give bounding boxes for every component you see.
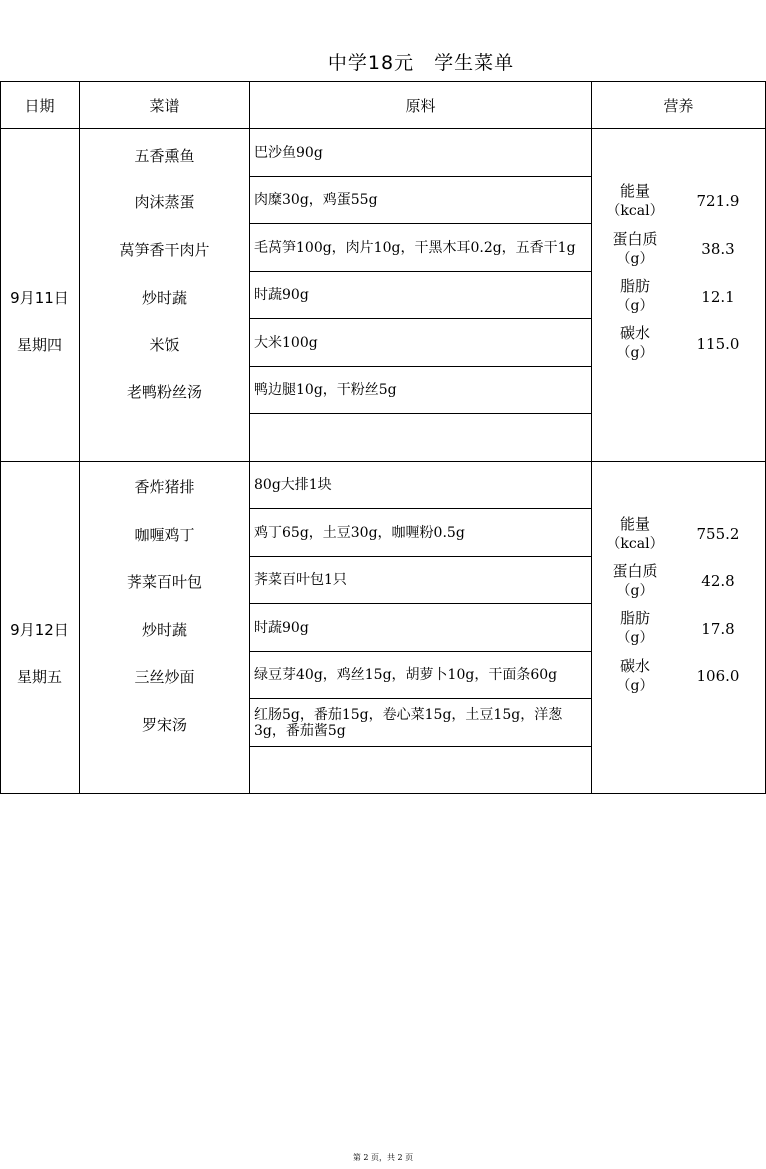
dish-item: 老鸭粉丝汤	[126, 382, 202, 401]
dish-item: 咖喱鸡丁	[134, 525, 195, 544]
dish-item: 肉沫蒸蛋	[134, 192, 195, 211]
ingredient-item: 绿豆芽40g，鸡丝15g，胡萝卜10g，干面条60g	[254, 667, 558, 683]
ingredient-item: 80g大排1块	[254, 477, 332, 493]
ingredient-item: 毛莴笋100g，肉片10g，干黑木耳0.2g，五香干1g	[254, 239, 576, 256]
header-ingredients: 原料	[405, 96, 436, 115]
page-title	[0, 48, 766, 75]
nutrition-value: 17.8	[701, 620, 735, 638]
dish-item: 炒时蔬	[141, 620, 187, 639]
dish-item: 五香熏鱼	[134, 146, 195, 165]
day1-weekday: 星期四	[16, 335, 62, 354]
table-bottom-border	[0, 793, 766, 794]
nutrition-label: 能量 （kcal）	[606, 515, 664, 552]
ingredient-item: 鸡丁65g，土豆30g，咖喱粉0.5g	[254, 524, 465, 541]
ingredient-item: 巴沙鱼90g	[254, 145, 323, 161]
nutrition-label: 脂肪 （g）	[616, 277, 654, 314]
day2-weekday: 星期五	[16, 667, 62, 686]
row-line	[250, 413, 591, 414]
row-line	[250, 746, 591, 747]
header-nutrition: 营养	[663, 96, 694, 115]
day1-date: 9月11日	[10, 288, 69, 307]
dish-item: 香炸猪排	[134, 477, 195, 496]
header-date: 日期	[24, 96, 55, 115]
nutrition-value: 755.2	[696, 525, 740, 543]
nutrition-value: 721.9	[696, 192, 740, 210]
header-bottom-border	[0, 128, 766, 129]
ingredient-item: 肉糜30g，鸡蛋55g	[254, 192, 378, 208]
ingredient-item: 鸭边腿10g，干粉丝5g	[254, 382, 397, 398]
dish-item: 莴笋香干肉片	[119, 240, 210, 259]
page-footer: 第 2 页，共 2 页	[352, 1153, 414, 1162]
title-part1: 中学18元	[327, 52, 415, 74]
ingredient-item: 荠菜百叶包1只	[254, 572, 347, 588]
dish-item: 米饭	[149, 335, 180, 354]
ingredient-item: 时蔬90g	[254, 287, 309, 303]
nutrition-value: 42.8	[701, 572, 735, 590]
nutrition-value: 106.0	[696, 667, 740, 685]
nutrition-label: 蛋白质 （g）	[612, 230, 658, 267]
nutrition-label: 碳水 （g）	[616, 657, 654, 694]
day2-date: 9月12日	[10, 620, 69, 639]
nutrition-label: 蛋白质 （g）	[612, 562, 658, 599]
dish-item: 炒时蔬	[141, 288, 187, 307]
title-part2: 学生菜单	[434, 52, 515, 74]
ingredient-item: 大米100g	[254, 334, 318, 351]
ingredient-item: 时蔬90g	[254, 619, 309, 636]
ingredient-item: 红肠5g，番茄15g，卷心菜15g，土豆15g，洋葱3g，番茄酱5g	[254, 706, 563, 739]
nutrition-label: 能量 （kcal）	[606, 182, 664, 219]
nutrition-label: 脂肪 （g）	[616, 609, 654, 646]
nutrition-value: 38.3	[701, 240, 735, 258]
dish-item: 三丝炒面	[134, 667, 195, 686]
nutrition-value: 12.1	[701, 288, 735, 306]
dish-item: 罗宋汤	[141, 715, 187, 734]
col-divider-dishes	[249, 81, 250, 794]
nutrition-label: 碳水 （g）	[616, 324, 654, 361]
dish-item: 荠菜百叶包	[126, 572, 202, 591]
header-dishes: 菜谱	[149, 96, 180, 115]
nutrition-value: 115.0	[696, 335, 740, 353]
col-divider-ingredients	[591, 81, 592, 794]
